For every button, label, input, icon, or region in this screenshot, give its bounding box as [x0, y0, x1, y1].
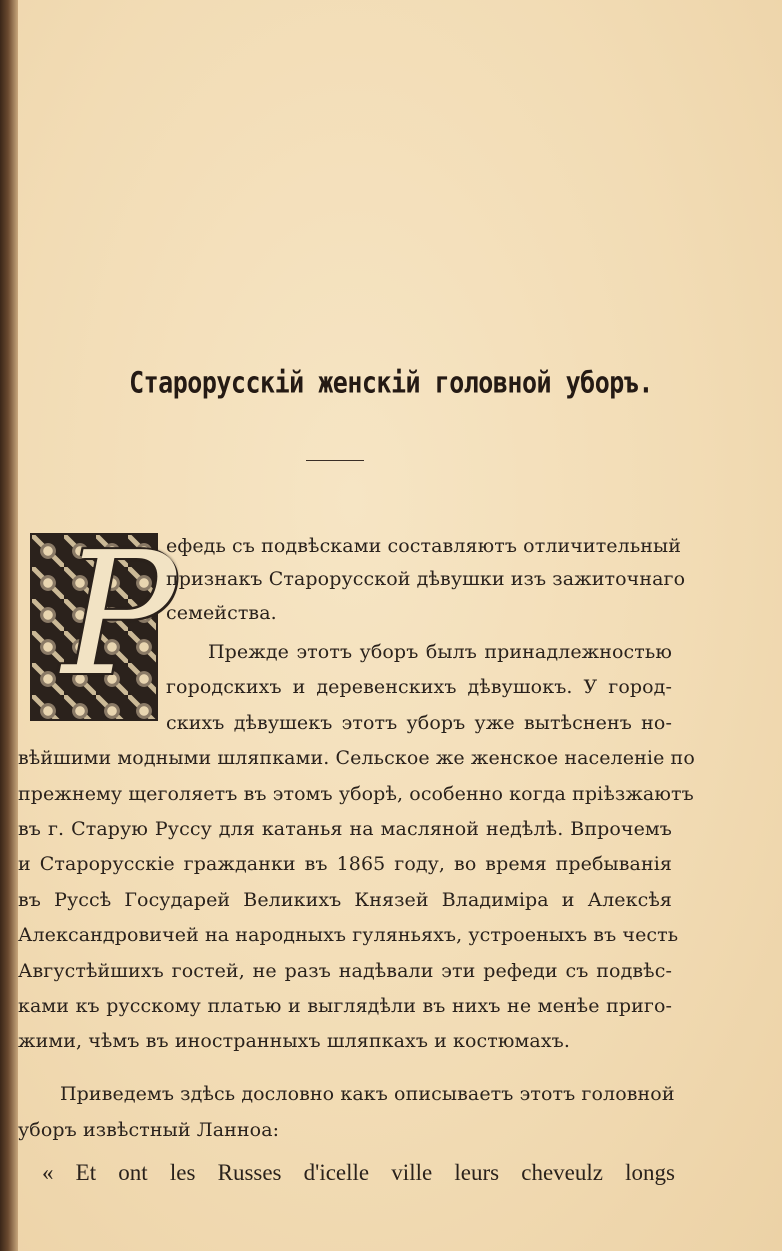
text-line: скихъ дѣвушекъ этотъ уборъ уже вытѣсненъ но- — [166, 712, 672, 734]
text-line: Августѣйшихъ гостей, не разъ надѣвали эти рефеди съ подвѣс- — [18, 960, 672, 982]
text-line: Александровичей на народныхъ гуляньяхъ, устроеныхъ въ честь — [18, 924, 679, 946]
french-quote-line: « Et ont les Russes d'icelle ville leurs cheveulz longs — [42, 1160, 675, 1185]
title-divider — [306, 460, 364, 461]
text-line: въ г. Старую Руссу для катанья на масляной недѣлѣ. Впрочемъ — [18, 818, 672, 840]
book-binding-edge — [0, 0, 18, 1251]
text-line: жими, чѣмъ въ иностранныхъ шляпкахъ и костюмахъ. — [18, 1030, 571, 1052]
text-line: уборъ извѣстный Ланноа: — [18, 1119, 280, 1141]
text-line: ефедь съ подвѣсками составляютъ отличительный — [166, 535, 682, 557]
page-title: Старорусскій женскій головной уборъ. — [129, 365, 653, 400]
text-line: Прежде этотъ уборъ былъ принадлежностью — [208, 641, 672, 663]
text-line: вѣйшими модными шляпками. Сельское же женское населеніе по — [18, 747, 695, 769]
text-line: въ Руссѣ Государей Великихъ Князей Владиміра и Алексѣя — [18, 889, 672, 911]
text-line: семейства. — [166, 602, 277, 624]
text-line: и Старорусскіе гражданки въ 1865 году, во время пребыванія — [18, 853, 672, 875]
text-line: ками къ русскому платью и выглядѣли въ нихъ не менѣе пригo- — [18, 995, 672, 1017]
ornamental-initial-letter: Р — [62, 516, 177, 714]
text-line: прежнему щеголяетъ въ этомъ уборѣ, особенно когда пріѣзжаютъ — [18, 783, 694, 805]
text-line: Приведемъ здѣсь дословно какъ описываетъ этотъ головной — [60, 1083, 675, 1105]
text-line: городскихъ и деревенскихъ дѣвушокъ. У город- — [166, 676, 672, 698]
text-line: признакъ Старорусской дѣвушки изъ зажиточнаго — [166, 568, 686, 590]
